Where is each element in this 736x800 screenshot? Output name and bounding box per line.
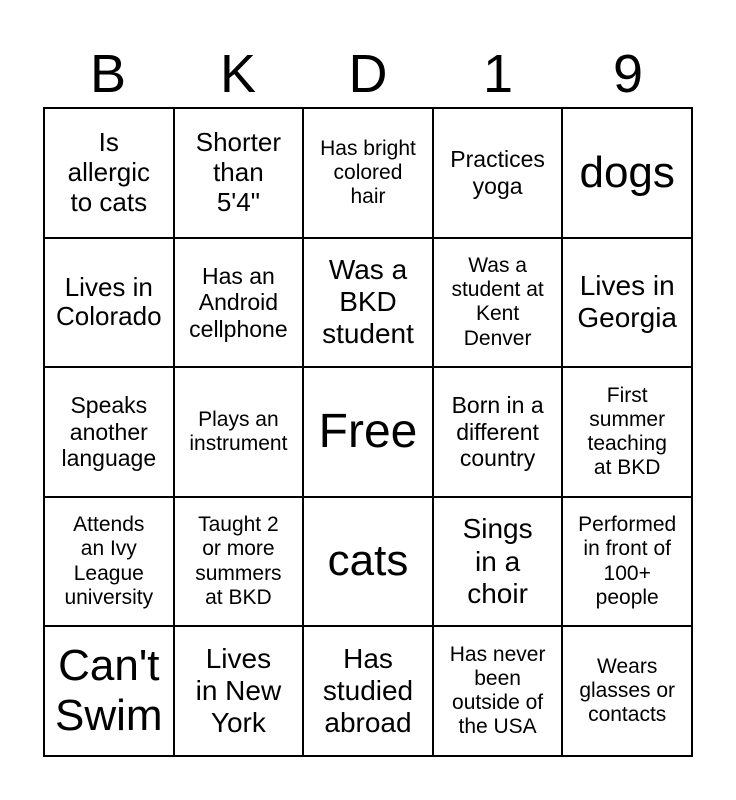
bingo-cell[interactable]: Attends an Ivy League university bbox=[44, 497, 174, 627]
bingo-cell[interactable]: Was a BKD student bbox=[303, 238, 433, 368]
header-letter-k: K bbox=[219, 44, 257, 104]
bingo-board bbox=[43, 107, 693, 757]
bingo-cell[interactable]: Lives in Georgia bbox=[562, 238, 692, 368]
bingo-cell[interactable]: Performed in front of 100+ people bbox=[562, 497, 692, 627]
header-letter-1: 1 bbox=[482, 44, 514, 104]
bingo-cell[interactable]: First summer teaching at BKD bbox=[562, 367, 692, 497]
bingo-cell[interactable]: Lives in New York bbox=[174, 626, 304, 756]
bingo-cell[interactable]: Speaks another language bbox=[44, 367, 174, 497]
bingo-cell[interactable]: Has never been outside of the USA bbox=[433, 626, 563, 756]
bingo-cell[interactable]: Practices yoga bbox=[433, 108, 563, 238]
header-letter-d: D bbox=[348, 44, 388, 104]
bingo-cell[interactable]: Taught 2 or more summers at BKD bbox=[174, 497, 304, 627]
bingo-cell[interactable]: Born in a different country bbox=[433, 367, 563, 497]
bingo-cell[interactable]: Has studied abroad bbox=[303, 626, 433, 756]
bingo-cell[interactable]: Was a student at Kent Denver bbox=[433, 238, 563, 368]
bingo-cell[interactable]: Has an Android cellphone bbox=[174, 238, 304, 368]
bingo-cell[interactable]: Plays an instrument bbox=[174, 367, 304, 497]
bingo-cell[interactable]: Has bright colored hair bbox=[303, 108, 433, 238]
bingo-cell[interactable]: Is allergic to cats bbox=[44, 108, 174, 238]
bingo-cell[interactable]: cats bbox=[303, 497, 433, 627]
bingo-cell[interactable]: Shorter than 5'4" bbox=[174, 108, 304, 238]
header-letter-9: 9 bbox=[612, 44, 644, 104]
free-space-cell[interactable]: Free bbox=[303, 367, 433, 497]
bingo-cell[interactable]: Sings in a choir bbox=[433, 497, 563, 627]
bingo-cell[interactable]: Can't Swim bbox=[44, 626, 174, 756]
bingo-cell[interactable]: dogs bbox=[562, 108, 692, 238]
bingo-cell[interactable]: Wears glasses or contacts bbox=[562, 626, 692, 756]
bingo-header bbox=[43, 40, 693, 108]
bingo-cell[interactable]: Lives in Colorado bbox=[44, 238, 174, 368]
header-letter-b: B bbox=[89, 44, 127, 104]
